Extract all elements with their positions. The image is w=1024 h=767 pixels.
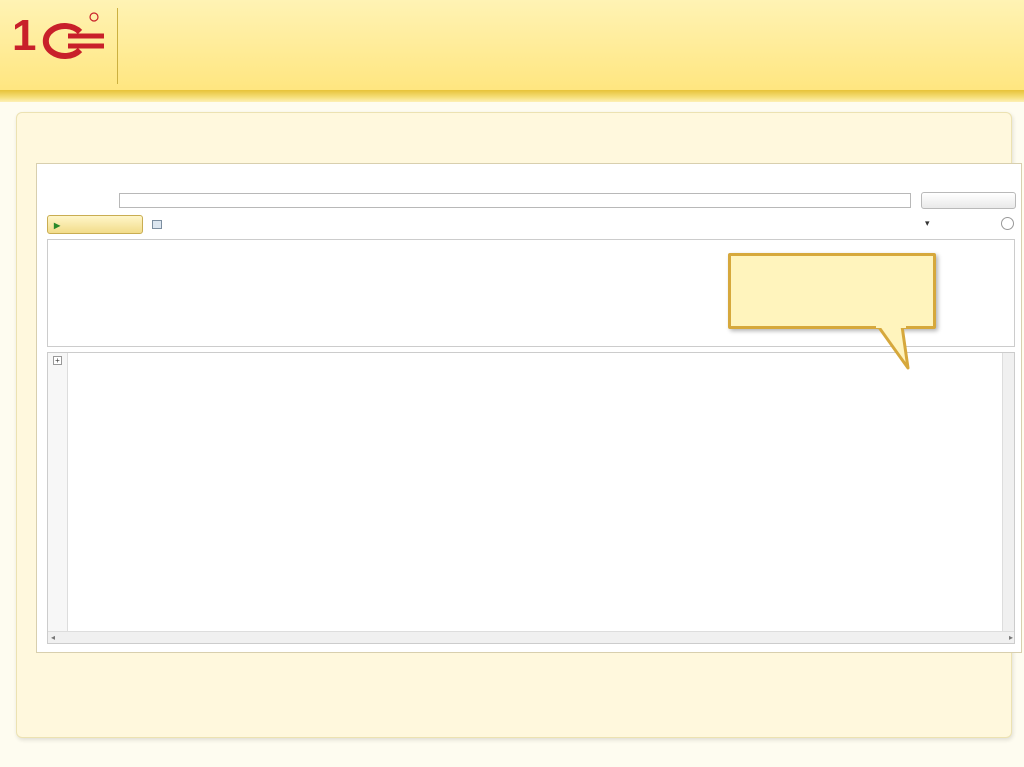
generate-button[interactable] — [47, 215, 143, 234]
vertical-scrollbar[interactable] — [1002, 353, 1014, 631]
choose-variant-button[interactable] — [921, 192, 1016, 209]
settings-icon — [152, 220, 162, 229]
all-actions-menu[interactable] — [925, 218, 930, 229]
grid-gutter — [48, 353, 68, 633]
report-window — [36, 163, 1022, 653]
expand-all-icon[interactable]: + — [53, 356, 62, 365]
report-grid — [47, 352, 1015, 644]
logo-1c — [8, 6, 108, 84]
variant-field[interactable] — [119, 193, 911, 208]
scroll-right-icon[interactable]: ▸ — [1008, 633, 1013, 642]
header-divider — [0, 90, 1024, 102]
help-icon[interactable] — [1001, 217, 1014, 230]
settings-button[interactable] — [152, 219, 164, 229]
play-icon: ▶ — [54, 221, 61, 230]
dropdown-icon: ▾ — [925, 218, 930, 228]
scroll-left-icon[interactable]: ◂ — [51, 633, 56, 642]
callout-pointer — [860, 318, 920, 378]
horizontal-scrollbar[interactable] — [48, 631, 1015, 644]
logo-separator — [117, 8, 118, 84]
svg-text:1: 1 — [12, 11, 37, 60]
slide-header — [0, 0, 1024, 90]
